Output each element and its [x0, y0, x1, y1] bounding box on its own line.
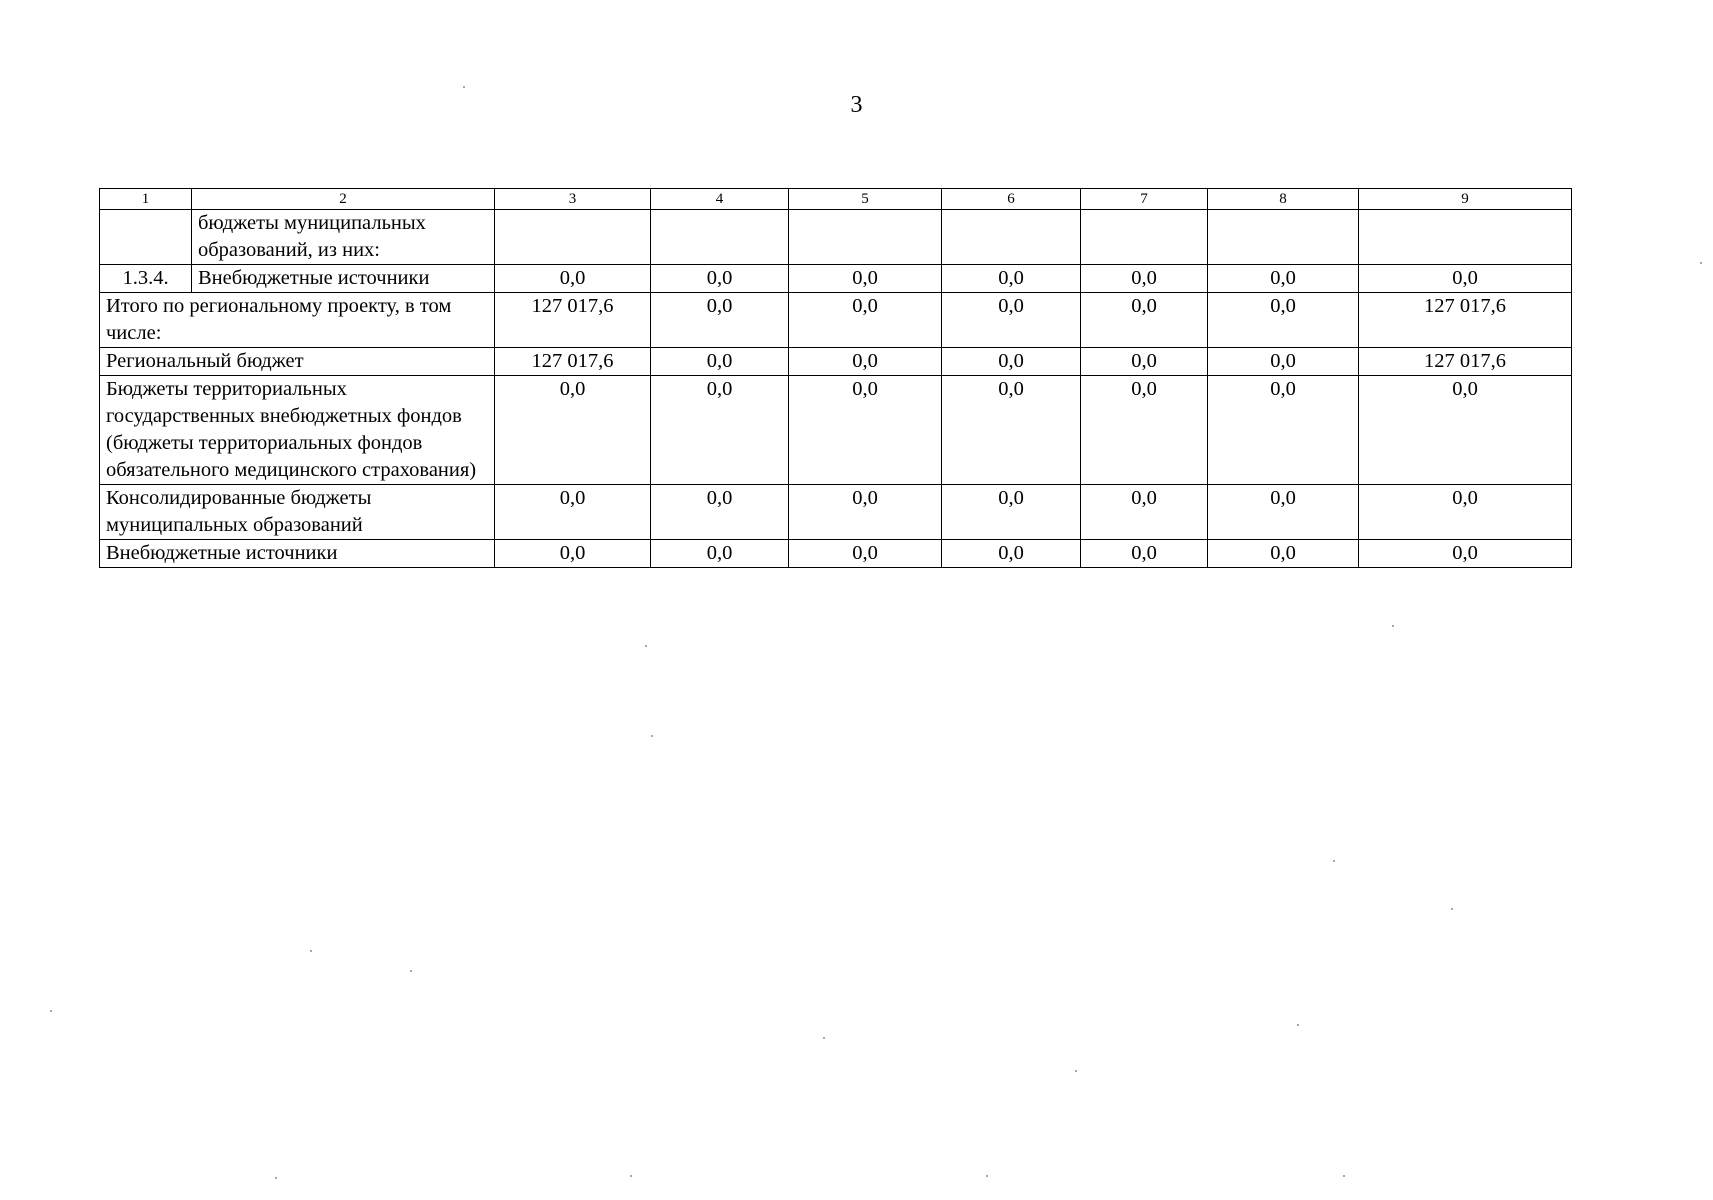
- table-row: [100, 485, 1572, 540]
- value-cell: 0,0: [942, 485, 1081, 540]
- value-cell: 0,0: [1208, 265, 1359, 293]
- value-cell: 0,0: [942, 540, 1081, 568]
- value-cell: 0,0: [1208, 348, 1359, 376]
- value-cell: 0,0: [789, 540, 942, 568]
- value-cell: 0,0: [1208, 376, 1359, 485]
- value-cell: 127 017,6: [495, 348, 651, 376]
- table-row: [100, 265, 1572, 293]
- table-row: [100, 293, 1572, 348]
- value-cell: [942, 210, 1081, 265]
- value-cell: 0,0: [495, 540, 651, 568]
- column-number: 3: [495, 189, 651, 210]
- value-cell: 0,0: [942, 293, 1081, 348]
- value-cell: 0,0: [1081, 485, 1208, 540]
- value-cell: 127 017,6: [1359, 293, 1572, 348]
- column-number: 4: [651, 189, 789, 210]
- column-number: 1: [100, 189, 192, 210]
- row-label: Консолидированные бюджеты муниципальных образований: [100, 485, 495, 540]
- value-cell: 0,0: [1081, 540, 1208, 568]
- value-cell: 0,0: [651, 348, 789, 376]
- column-number: 5: [789, 189, 942, 210]
- value-cell: 0,0: [651, 540, 789, 568]
- value-cell: 0,0: [942, 348, 1081, 376]
- value-cell: [495, 210, 651, 265]
- value-cell: [1208, 210, 1359, 265]
- value-cell: 0,0: [651, 376, 789, 485]
- row-label: бюджеты муниципальных образований, из них:: [192, 210, 495, 265]
- column-number: 8: [1208, 189, 1359, 210]
- value-cell: 0,0: [1208, 540, 1359, 568]
- value-cell: 0,0: [651, 485, 789, 540]
- value-cell: 127 017,6: [1359, 348, 1572, 376]
- value-cell: 0,0: [942, 376, 1081, 485]
- page-number: 3: [850, 92, 863, 118]
- table-row: [100, 210, 1572, 265]
- value-cell: 0,0: [651, 265, 789, 293]
- value-cell: 0,0: [1081, 348, 1208, 376]
- row-label: Внебюджетные источники: [100, 540, 495, 568]
- table-row: [100, 376, 1572, 485]
- value-cell: 0,0: [789, 485, 942, 540]
- column-number: 2: [192, 189, 495, 210]
- value-cell: 0,0: [1359, 265, 1572, 293]
- value-cell: [789, 210, 942, 265]
- row-label: Итого по региональному проекту, в том числе:: [100, 293, 495, 348]
- value-cell: [1359, 210, 1572, 265]
- value-cell: 0,0: [942, 265, 1081, 293]
- value-cell: 0,0: [1081, 293, 1208, 348]
- table-row: [100, 540, 1572, 568]
- value-cell: 0,0: [651, 293, 789, 348]
- row-label: Региональный бюджет: [100, 348, 495, 376]
- value-cell: [651, 210, 789, 265]
- row-label: Внебюджетные источники: [192, 265, 495, 293]
- table-row: [100, 348, 1572, 376]
- budget-table: [99, 188, 1572, 568]
- row-code: 1.3.4.: [100, 265, 192, 293]
- value-cell: 0,0: [495, 376, 651, 485]
- column-number-row: [100, 189, 1572, 210]
- value-cell: 0,0: [789, 265, 942, 293]
- value-cell: 0,0: [495, 265, 651, 293]
- column-number: 6: [942, 189, 1081, 210]
- value-cell: 0,0: [789, 293, 942, 348]
- column-number: 9: [1359, 189, 1572, 210]
- value-cell: 0,0: [1208, 485, 1359, 540]
- row-label: Бюджеты территориальных государственных внебюджетных фондов (бюджеты территориальных фондов обязательного медицинского страхования): [100, 376, 495, 485]
- row-code: [100, 210, 192, 265]
- value-cell: 0,0: [1359, 485, 1572, 540]
- value-cell: 0,0: [1208, 293, 1359, 348]
- column-number: 7: [1081, 189, 1208, 210]
- value-cell: 0,0: [1359, 540, 1572, 568]
- value-cell: [1081, 210, 1208, 265]
- value-cell: 0,0: [1359, 376, 1572, 485]
- value-cell: 127 017,6: [495, 293, 651, 348]
- value-cell: 0,0: [789, 376, 942, 485]
- value-cell: 0,0: [1081, 265, 1208, 293]
- value-cell: 0,0: [1081, 376, 1208, 485]
- value-cell: 0,0: [789, 348, 942, 376]
- value-cell: 0,0: [495, 485, 651, 540]
